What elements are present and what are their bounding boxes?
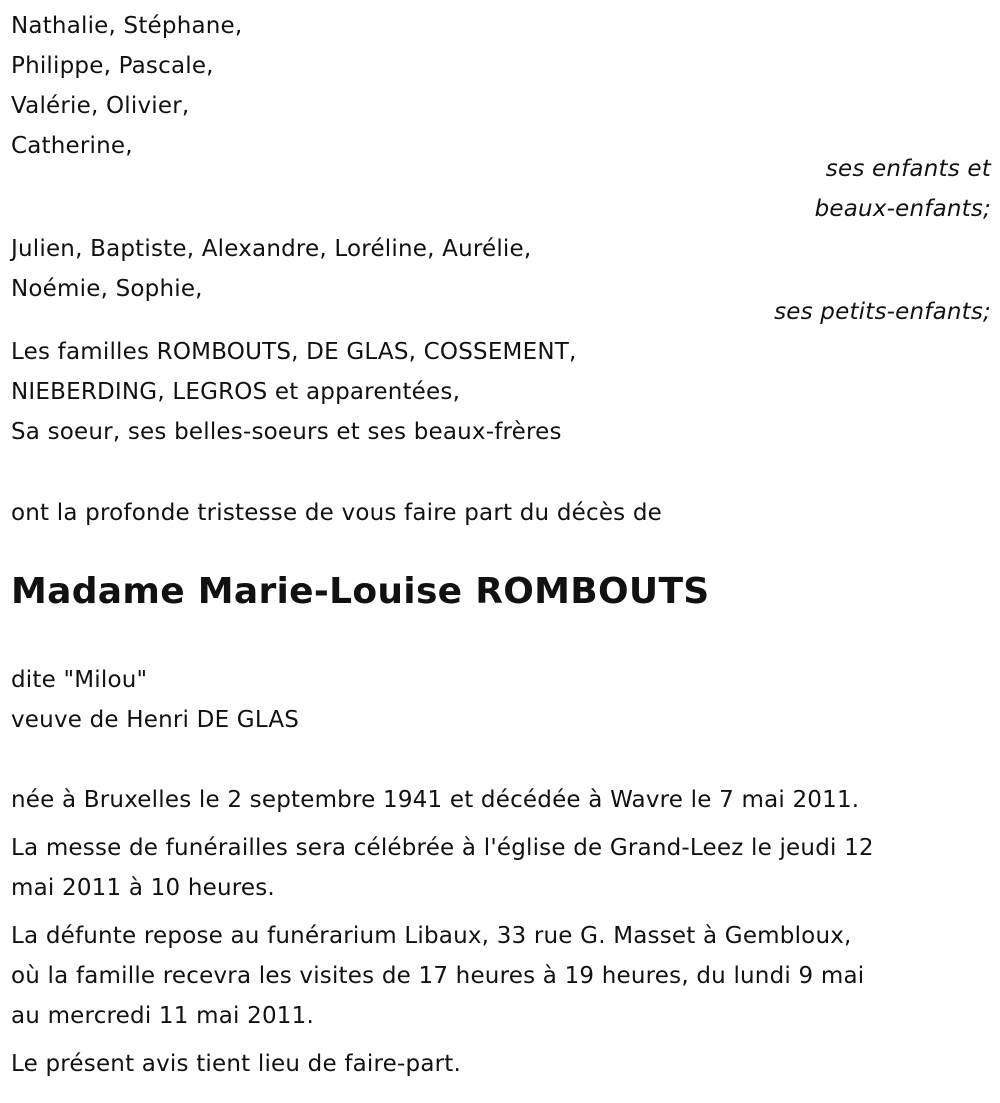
grandchildren-names-line: Julien, Baptiste, Alexandre, Loréline, Aurélie, [11, 236, 532, 262]
grandchildren-names-line: Noémie, Sophie, [11, 276, 203, 302]
birth-death-line: née à Bruxelles le 2 septembre 1941 et décédée à Wavre le 7 mai 2011. [11, 787, 860, 813]
deceased-name: Madame Marie-Louise ROMBOUTS [11, 571, 710, 612]
families-section [11, 332, 991, 452]
children-role-line: beaux-enfants; [814, 196, 991, 222]
rest-line: où la famille recevra les visites de 17 heures à 19 heures, du lundi 9 mai [11, 963, 865, 989]
mass-line: mai 2011 à 10 heures. [11, 875, 275, 901]
rest-line: La défunte repose au funérarium Libaux, 33 rue G. Masset à Gembloux, [11, 923, 852, 949]
deceased-nickname: dite "Milou" [11, 667, 148, 693]
families-line: NIEBERDING, LEGROS et apparentées, [11, 379, 461, 405]
children-names-line: Valérie, Olivier, [11, 93, 190, 119]
grandchildren-role-line: ses petits-enfants; [774, 299, 991, 325]
children-names-line: Philippe, Pascale, [11, 53, 214, 79]
details-section [11, 780, 991, 1084]
mass-line: La messe de funérailles sera célébrée à l'église de Grand-Leez le jeudi 12 [11, 835, 874, 861]
notice-line: Le présent avis tient lieu de faire-part. [11, 1051, 462, 1077]
rest-line: au mercredi 11 mai 2011. [11, 1003, 314, 1029]
families-line: Sa soeur, ses belles-soeurs et ses beaux-frères [11, 419, 562, 445]
children-role-line: ses enfants et [825, 156, 991, 182]
children-section [11, 6, 991, 166]
children-names-line: Catherine, [11, 133, 133, 159]
deceased-info [11, 660, 991, 740]
children-names-line: Nathalie, Stéphane, [11, 13, 243, 39]
deceased-widow-of: veuve de Henri DE GLAS [11, 707, 300, 733]
families-line: Les familles ROMBOUTS, DE GLAS, COSSEMENT, [11, 339, 577, 365]
announcement-text: ont la profonde tristesse de vous faire part du décès de [11, 500, 663, 526]
